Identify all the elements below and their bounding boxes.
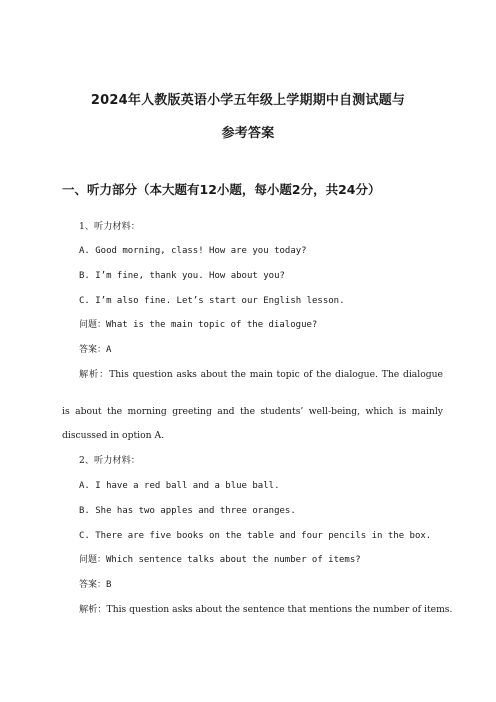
q1-option-b: B. I’m fine, thank you. How about you? — [79, 271, 285, 281]
q1-analysis-line-1: 解析：This question asks about the main topic of the dialogue. The dialogue — [79, 369, 443, 380]
q1-number-label: 1、听力材料： — [79, 221, 140, 232]
q2-option-b: B. She has two apples and three oranges. — [79, 506, 296, 516]
document-title-line-2: 参考答案 — [221, 126, 275, 141]
q1-option-c: C. I’m also fine. Let’s start our English lesson. — [79, 296, 345, 306]
document-title-line-1: 2024年人教版英语小学五年级上学期期中自测试题与 — [90, 93, 406, 108]
q1-option-a: A. Good morning, class! How are you today? — [79, 246, 307, 256]
q2-option-c: C. There are five books on the table and four pencils in the box. — [79, 531, 432, 541]
q2-answer: 答案：B — [79, 580, 112, 590]
q1-answer: 答案：A — [79, 345, 112, 355]
q1-analysis-line-2: is about the morning greeting and the students’ well-being, which is mainly — [62, 406, 443, 417]
q2-option-a: A. I have a red ball and a blue ball. — [79, 481, 280, 491]
q2-analysis-line-1: 解析：This question asks about the sentence that mentions the number of items. — [79, 604, 453, 615]
section-heading-listening: 一、听力部分（本大题有12小题，每小题2分，共24分） — [62, 182, 381, 197]
q1-question: 问题：What is the main topic of the dialogue? — [79, 320, 318, 330]
q1-analysis-line-3: discussed in option A. — [62, 430, 165, 441]
q2-number-label: 2、听力材料： — [79, 455, 140, 466]
q2-question: 问题：Which sentence talks about the number of items? — [79, 555, 361, 565]
